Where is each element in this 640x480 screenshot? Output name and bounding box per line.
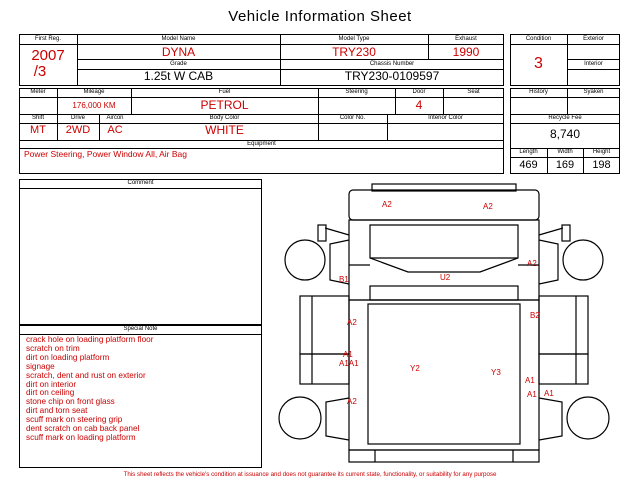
height-label: Height: [592, 149, 611, 155]
shift-value: MT: [30, 124, 46, 136]
length-label: Length: [519, 149, 538, 155]
note-item: dent scratch on cab back panel: [26, 424, 140, 434]
exhaust-value: 1990: [452, 45, 480, 59]
condition-value: 3: [534, 55, 543, 72]
chassis-number-value: TRY230-0109597: [344, 69, 440, 83]
note-item: scuff mark on steering grip: [26, 415, 123, 425]
damage-mark: Y2: [410, 364, 420, 373]
shift-label: Shift: [31, 115, 44, 121]
damage-mark: A1A1: [339, 359, 359, 368]
damage-mark: A2: [347, 318, 357, 327]
note-item: scuff mark on loading platform: [26, 432, 136, 442]
first-reg-year: 2007: [31, 47, 65, 64]
damage-mark: A1: [544, 389, 554, 398]
damage-mark: B1: [339, 275, 349, 284]
equipment-label: Equipment: [247, 141, 276, 147]
color-no-label: Color No.: [339, 115, 366, 121]
model-name-value: DYNA: [161, 45, 196, 59]
drive-value: 2WD: [65, 124, 91, 136]
note-item: crack hole on loading platform floor: [26, 335, 154, 344]
door-value: 4: [415, 98, 423, 112]
comment-label: Comment: [127, 180, 154, 186]
recycle-fee-label: Recycle Fee: [548, 115, 582, 121]
history-label: History: [529, 89, 548, 95]
note-item: scratch on trim: [26, 343, 80, 353]
meter-label: Meter: [30, 89, 46, 95]
special-note-list: [26, 336, 153, 443]
fuel-value: PETROL: [200, 98, 249, 112]
note-item: dirt and torn seat: [26, 406, 88, 416]
seat-label: Seat: [467, 89, 480, 95]
damage-mark: A1: [525, 376, 535, 385]
length-value: 469: [519, 159, 538, 171]
width-value: 169: [555, 159, 575, 171]
aircon-label: Aircon: [106, 115, 124, 121]
sheet-title: Vehicle Information Sheet: [228, 8, 412, 25]
note-item: dirt on loading platform: [26, 352, 110, 362]
grade-value: 1.25t W CAB: [143, 69, 214, 83]
body-color-label: Body Color: [209, 115, 240, 121]
note-item: scratch, dent and rust on exterior: [26, 370, 146, 380]
damage-mark: A2: [347, 397, 357, 406]
recycle-fee-value: 8,740: [549, 127, 581, 141]
special-note-label: Special Note: [123, 326, 158, 332]
mileage-value: 176,000 KM: [72, 101, 116, 110]
syaken-label: Syaken: [583, 89, 604, 95]
interior-color-label: Interior Color: [428, 115, 463, 121]
chassis-number-label: Chassis Number: [369, 61, 415, 67]
damage-mark: A2: [382, 200, 392, 209]
model-type-value: TRY230: [332, 45, 376, 59]
disclaimer-footer: This sheet reflects the vehicle's condition at issuance and does not guarantee its current state, functionality, or suitability for any purpose: [123, 471, 497, 478]
steering-label: Steering: [345, 89, 368, 95]
grade-label: Grade: [170, 61, 187, 67]
note-item: dirt on interior: [26, 379, 77, 389]
damage-mark: Y3: [491, 368, 501, 377]
interior-label: Interior: [584, 61, 603, 67]
damage-mark: A2: [527, 259, 537, 268]
damage-mark: A1: [343, 350, 353, 359]
exhaust-label: Exhaust: [455, 36, 477, 42]
truck-damage-diagram: [270, 180, 620, 470]
note-item: signage: [26, 361, 55, 371]
first-reg-month: /3: [33, 63, 47, 80]
model-name-label: Model Name: [161, 36, 196, 42]
first-reg-label: First Reg.: [34, 36, 61, 42]
damage-mark: A2: [483, 202, 493, 211]
model-type-label: Model Type: [338, 36, 370, 42]
width-label: Width: [557, 149, 573, 155]
damage-mark: U2: [440, 273, 451, 282]
damage-mark: B2: [530, 311, 540, 320]
mileage-label: Mileage: [83, 89, 105, 95]
damage-mark: A1: [527, 390, 537, 399]
note-item: dirt on ceiling: [26, 388, 75, 398]
height-value: 198: [592, 159, 611, 171]
comment-box: [19, 179, 262, 325]
door-label: Door: [412, 89, 426, 95]
condition-label: Condition: [525, 36, 552, 42]
note-item: stone chip on front glass: [26, 397, 115, 407]
equipment-value: Power Steering, Power Window All, Air Bag: [24, 149, 187, 159]
fuel-label: Fuel: [218, 89, 231, 95]
exterior-label: Exterior: [583, 36, 604, 42]
body-color-value: WHITE: [205, 123, 244, 137]
aircon-value: AC: [107, 124, 123, 136]
drive-label: Drive: [70, 115, 85, 121]
